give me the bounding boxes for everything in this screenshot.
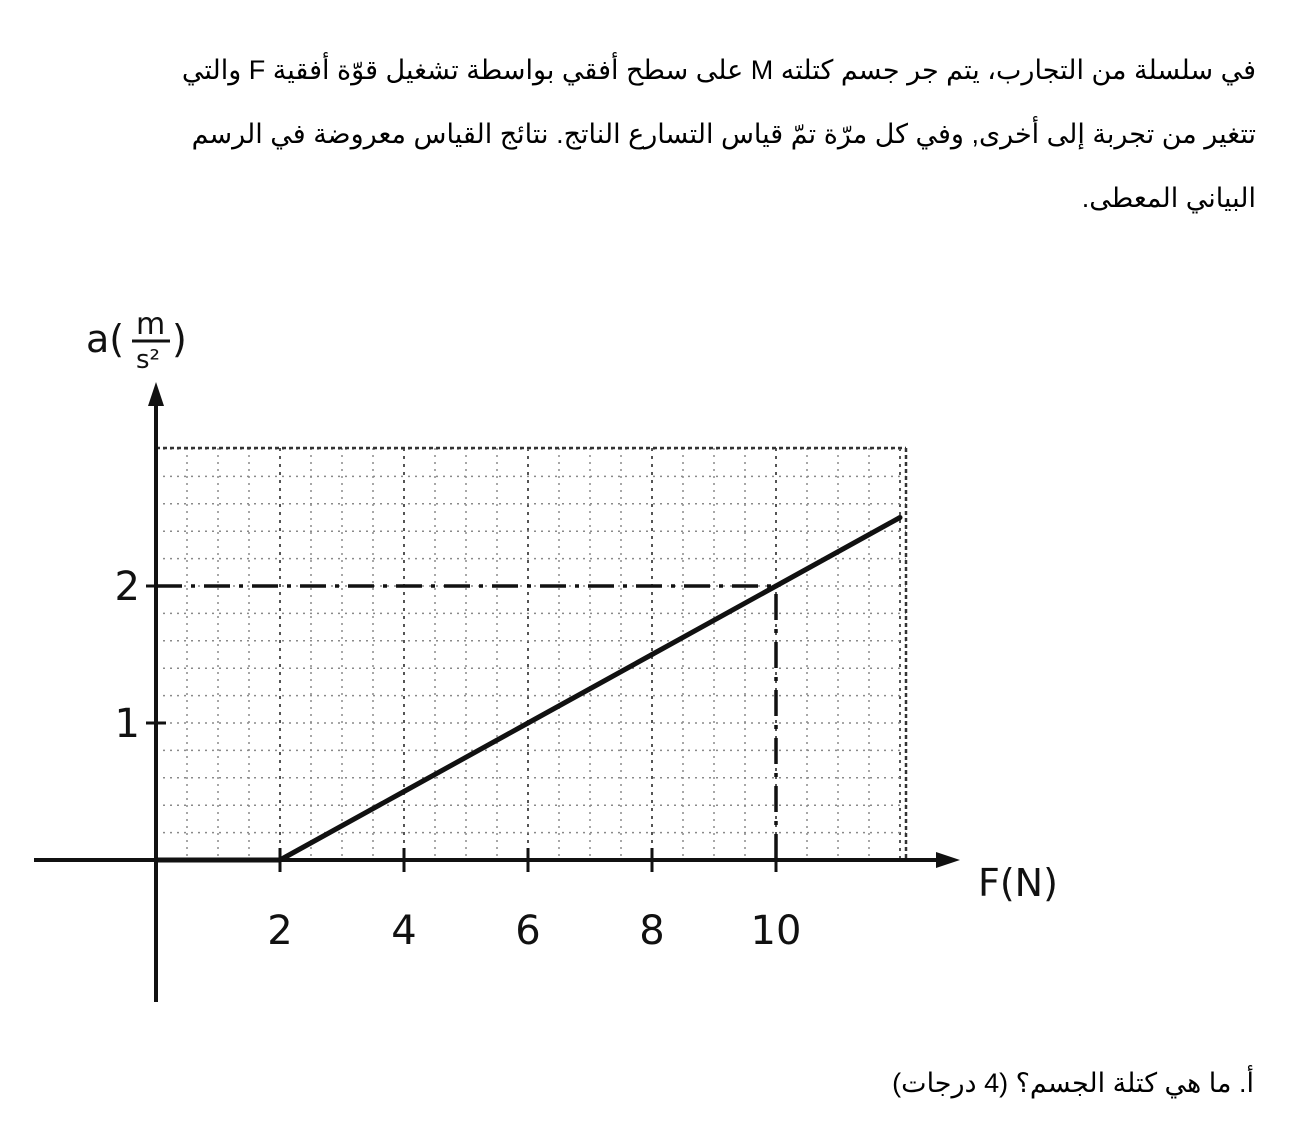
- data-point: [774, 584, 779, 589]
- y-axis-label: a(: [86, 317, 125, 361]
- data-point: [898, 515, 903, 520]
- x-tick-label: 2: [267, 908, 293, 954]
- problem-line-1: في سلسلة من التجارب، يتم جر جسم كتلته M على سطح أفقي بواسطة تشغيل قوّة أفقية F والتي: [181, 55, 1256, 85]
- axes: [34, 382, 960, 1002]
- data-point: [278, 858, 283, 863]
- grid: [156, 448, 906, 860]
- data-point: [650, 652, 655, 657]
- problem-line-2: تتغير من تجربة إلى أخرى, وفي كل مرّة تمّ قياس التسارع الناتج. نتائج القياس معروضة في الرسم: [191, 119, 1256, 149]
- y-axis-unit-denominator: s²: [136, 345, 160, 375]
- axis-labels: [86, 307, 1058, 905]
- x-tick-label: 4: [391, 908, 417, 954]
- x-tick-label: 6: [515, 908, 541, 954]
- y-axis-unit-numerator: m: [136, 307, 166, 342]
- data-point: [402, 789, 407, 794]
- x-axis-arrow-icon: [936, 852, 960, 868]
- y-axis-label-close: ): [172, 317, 187, 361]
- x-axis-label: F(N): [978, 861, 1058, 905]
- data-point: [154, 858, 159, 863]
- y-tick-label: 1: [114, 701, 140, 747]
- y-axis-arrow-icon: [148, 382, 164, 406]
- y-tick-label: 2: [114, 564, 140, 610]
- x-tick-label: 10: [750, 908, 802, 954]
- x-tick-label: 8: [639, 908, 665, 954]
- data-point: [526, 721, 531, 726]
- problem-line-3: البياني المعطى.: [1081, 183, 1256, 213]
- question-a: أ. ما هي كتلة الجسم؟ (4 درجات): [892, 1068, 1254, 1098]
